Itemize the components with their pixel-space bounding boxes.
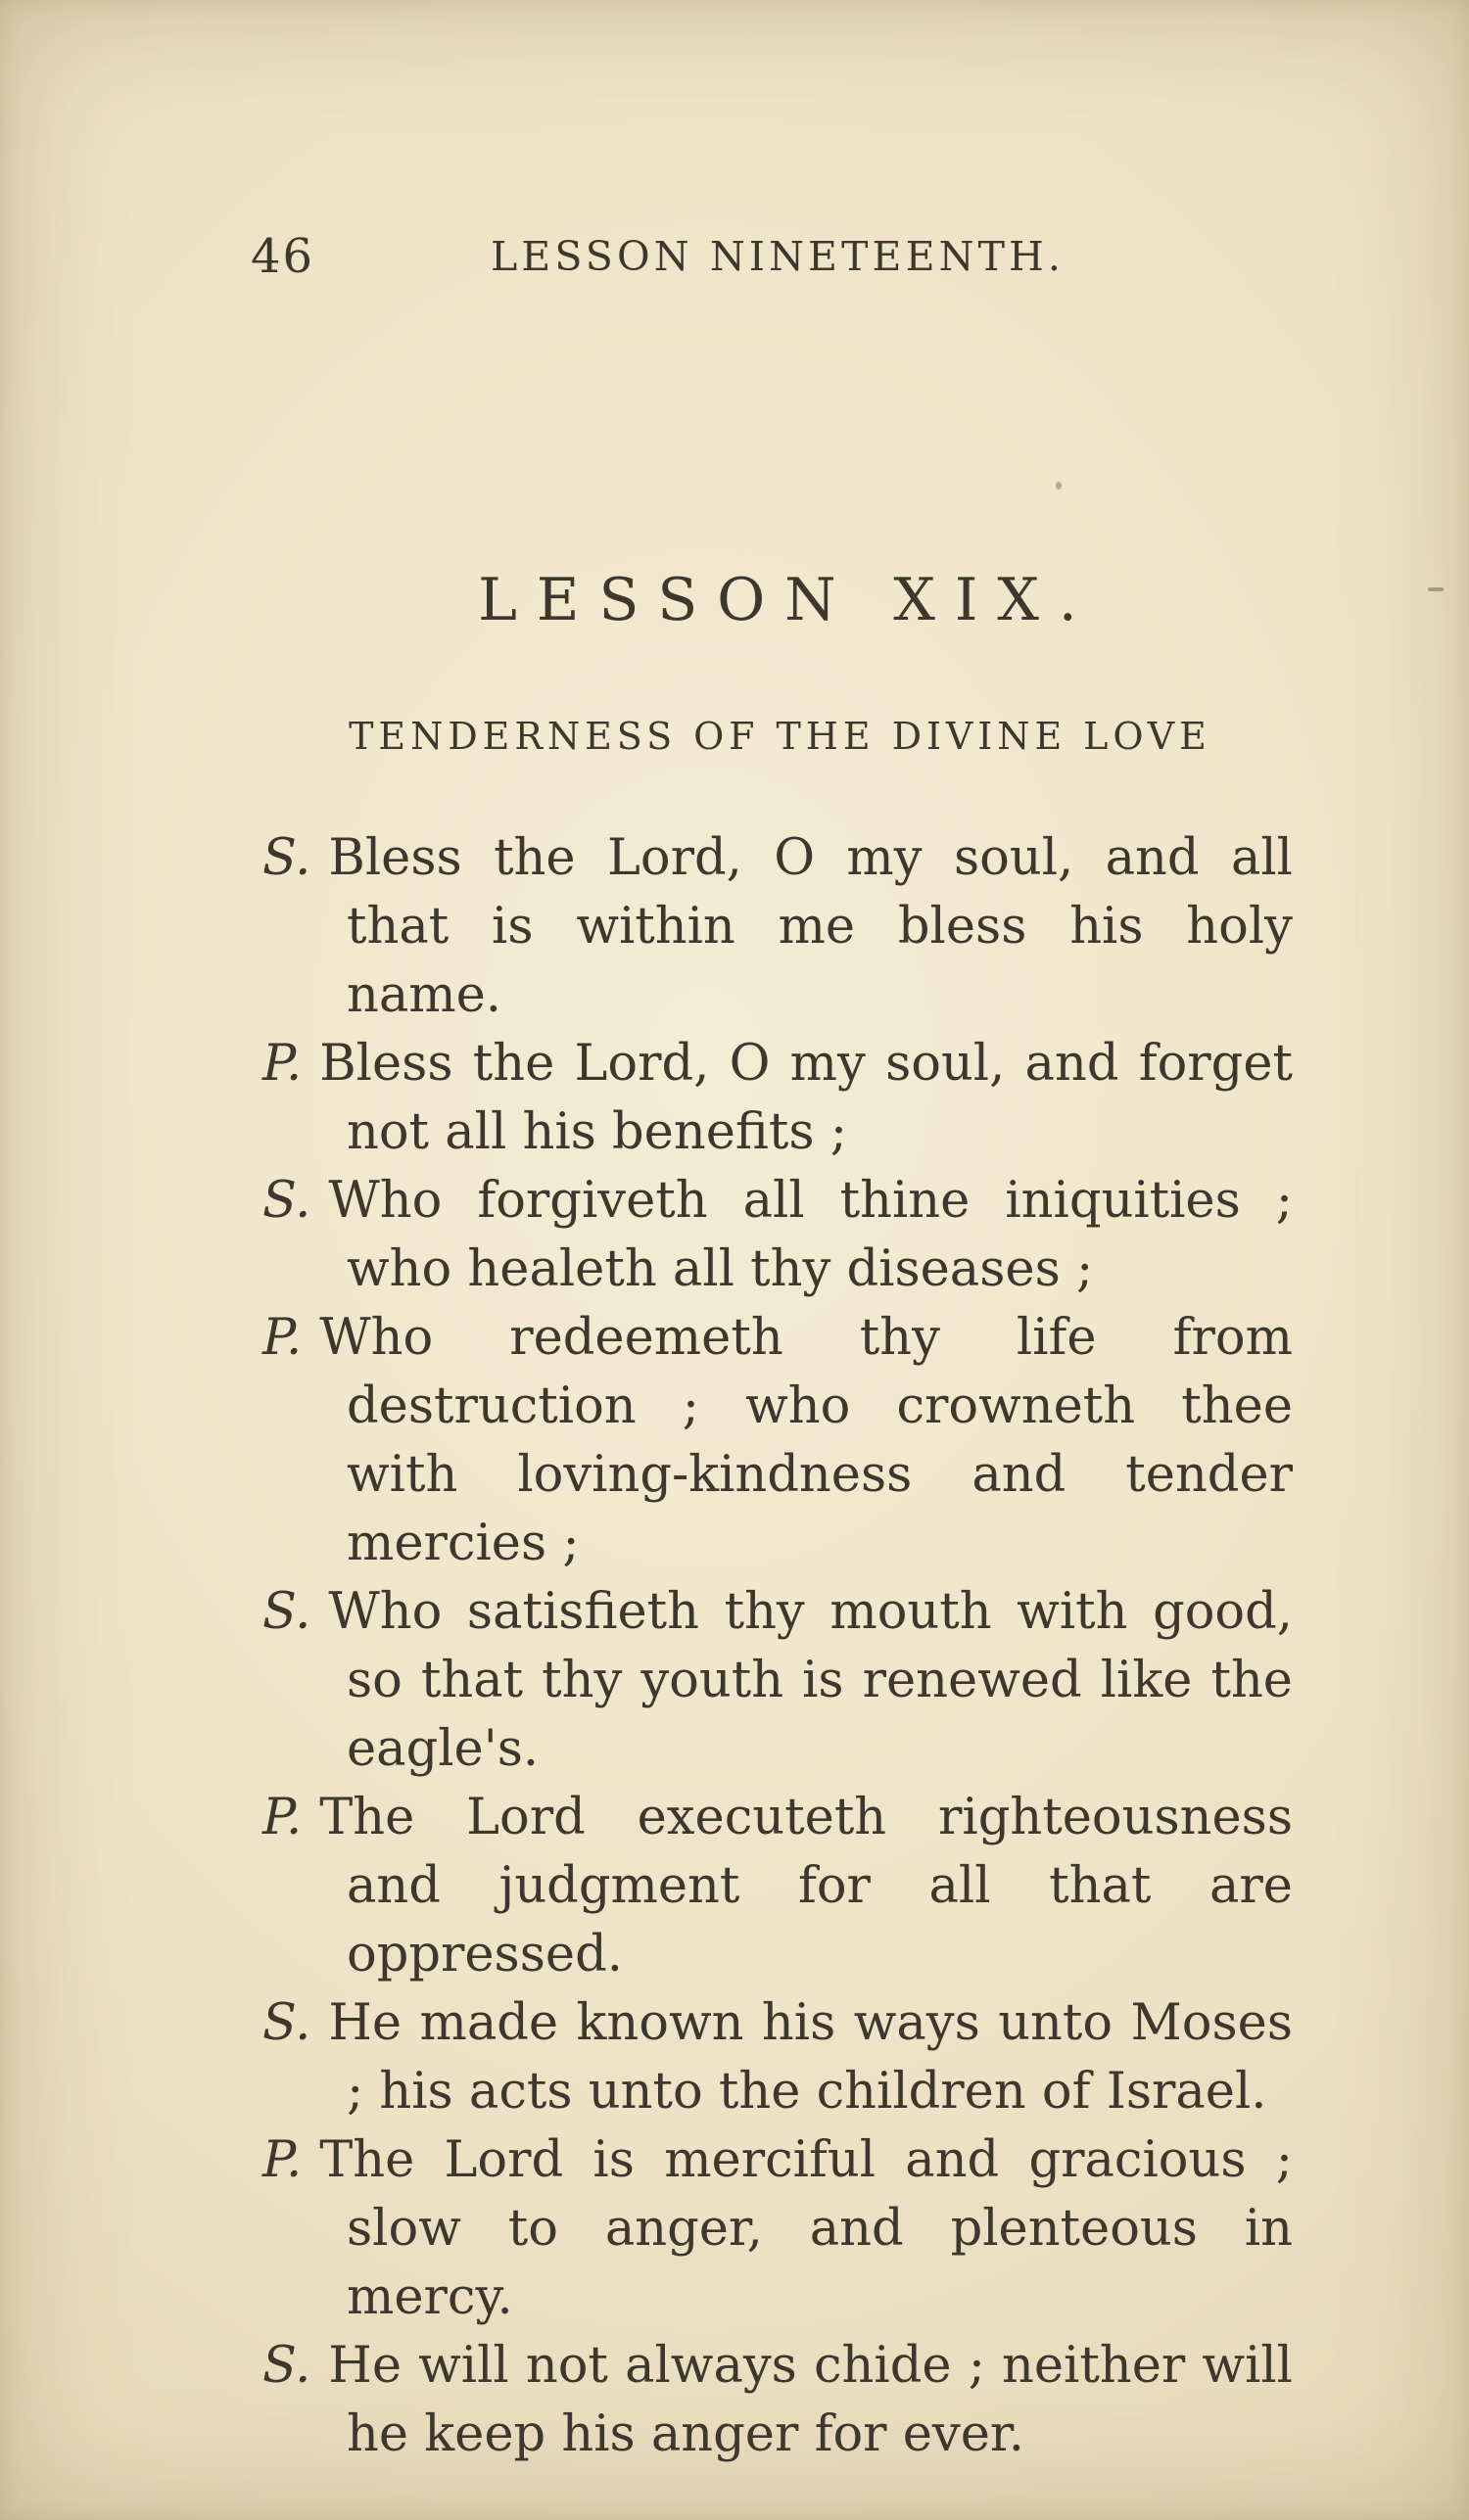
verse-text: He will not always chide ; neither will he keep his anger for ever. xyxy=(328,2337,1293,2463)
verse-text: The Lord is merciful and gracious ; slow to anger, and plenteous in mercy. xyxy=(319,2131,1293,2326)
verse-speaker: P. xyxy=(262,1035,303,1093)
verse-speaker: S. xyxy=(262,2337,311,2395)
lesson-title: LESSON XIX. xyxy=(478,566,1097,634)
verse-text: Who satisfieth thy mouth with good, so that thy youth is renewed like the eagle's. xyxy=(328,1583,1293,1778)
verse-list xyxy=(262,824,1293,2469)
verse xyxy=(262,1030,1293,1167)
verse xyxy=(262,1167,1293,1304)
verse-speaker: S. xyxy=(262,1583,311,1641)
verse-speaker: S. xyxy=(262,1994,311,2052)
verse xyxy=(262,1989,1293,2126)
running-header: LESSON NINETEENTH. xyxy=(490,233,1066,280)
verse-speaker: S. xyxy=(262,1172,311,1230)
verse xyxy=(262,2332,1293,2469)
page-header xyxy=(251,229,1293,284)
verse-text: Bless the Lord, O my soul, and forget not all his benefits ; xyxy=(319,1035,1293,1161)
verse-text: Bless the Lord, O my soul, and all that is within me bless his holy name. xyxy=(328,829,1293,1024)
verse xyxy=(262,824,1293,1030)
page-number: 46 xyxy=(251,229,315,284)
verse xyxy=(262,1578,1293,1784)
lesson-subtitle: TENDERNESS OF THE DIVINE LOVE xyxy=(349,715,1211,758)
verse-text: Who forgiveth all thine iniquities ; who healeth all thy diseases ; xyxy=(328,1172,1293,1298)
verse xyxy=(262,1304,1293,1578)
verse xyxy=(262,1784,1293,1989)
verse-speaker: P. xyxy=(262,1309,303,1367)
verse-speaker: P. xyxy=(262,2131,303,2189)
verse-text: The Lord executeth righteousness and judgment for all that are oppressed. xyxy=(319,1789,1293,1983)
page-content xyxy=(251,0,1293,2520)
verse-speaker: P. xyxy=(262,1789,303,1846)
verse xyxy=(262,2126,1293,2332)
verse-text: He made known his ways unto Moses ; his acts unto the children of Israel. xyxy=(328,1994,1293,2121)
verse-speaker: S. xyxy=(262,829,311,887)
verse-text: Who redeemeth thy life from destruction ; who crowneth thee with loving-kindness and tender mercies ; xyxy=(319,1309,1293,1572)
scan-artifact-mark xyxy=(1428,587,1444,591)
